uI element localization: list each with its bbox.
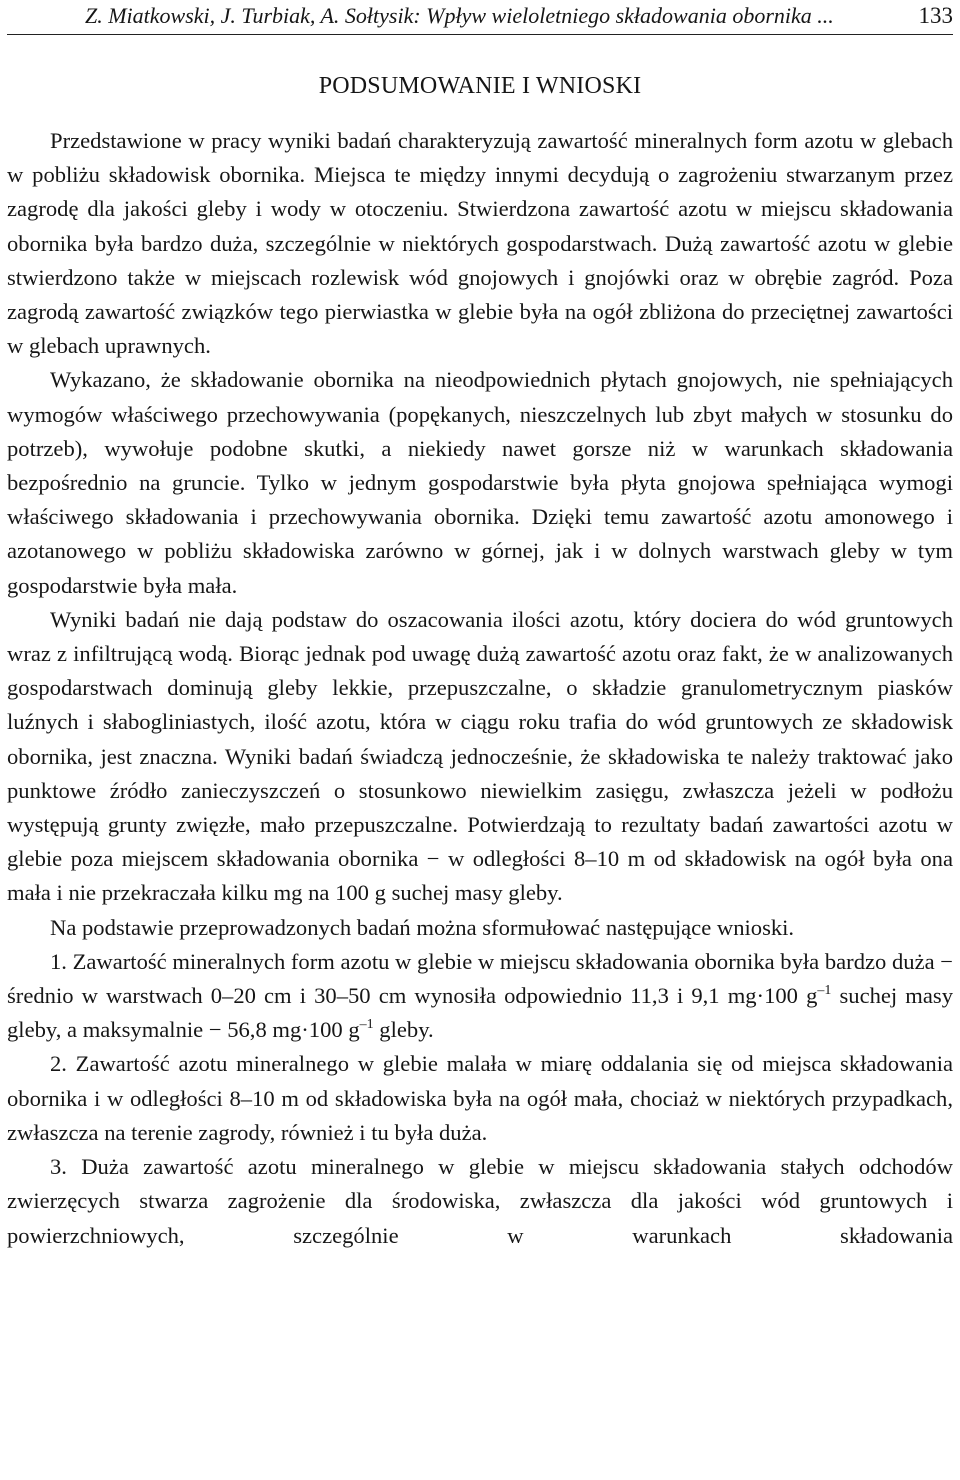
body-text bbox=[7, 124, 953, 1253]
conclusion-text: gleby. bbox=[373, 1017, 434, 1043]
conclusion-item: 3. Duża zawartość azotu mineralnego w glebie w miejscu składowania stałych odchodów zwierzęcych stwarza zagrożenie dla środowiska, zwłaszcza dla jakości wód gruntowych i powierzchniowych, szczególnie w warunkach składowania bbox=[7, 1154, 953, 1248]
page-number: 133 bbox=[918, 3, 953, 28]
paragraph: Wykazano, że składowanie obornika na nieodpowiednich płytach gnojowych, nie spełniających wymogów właściwego przechowywania (popękanych, nieszczelnych lub zbyt małych w stosunku do potrzeb), wywołuje podobne skutki, a niekiedy nawet gorsze niż w warunkach składowania bezpośrednio na gruncie. Tylko w jednym gospodarstwie była płyta gnojowa spełniająca wymogi właściwego składowania i przechowywania obornika. Dzięki temu zawartość azotu amonowego i azotanowego w pobliżu składowiska zarówno w górnej, jak i w dolnych warstwach gleby w tym gospodarstwie była mała. bbox=[7, 367, 953, 598]
running-header bbox=[7, 0, 953, 35]
running-title: Z. Miatkowski, J. Turbiak, A. Sołtysik: Wpływ wieloletniego składowania obornika ... bbox=[85, 3, 834, 28]
paragraph: Na podstawie przeprowadzonych badań można sformułować następujące wnioski. bbox=[50, 914, 795, 940]
conclusion-text: suchej masy gleby, a maksymalnie − 56,8 mg·100 g bbox=[7, 983, 953, 1043]
section-title: PODSUMOWANIE I WNIOSKI bbox=[318, 73, 642, 99]
unit-exponent: –1 bbox=[817, 983, 832, 999]
conclusion-item: 2. Zawartość azotu mineralnego w glebie malała w miarę oddalania się od miejsca składowania obornika i w odległości 8–10 m od składowiska była na ogół mała, chociaż w niektórych przypadkach, zwłaszcza na terenie zagrody, również i tu była duża. bbox=[7, 1051, 953, 1145]
paragraph: Wyniki badań nie dają podstaw do oszacowania ilości azotu, który dociera do wód gruntowych wraz z infiltrującą wodą. Biorąc jednak pod uwagę dużą zawartość azotu oraz fakt, że w analizowanych gospodarstwach dominują gleby lekkie, przepuszczalne, o składzie granulometrycznym piasków luźnych i słabogliniastych, ilość azotu, która w ciągu roku trafia do wód gruntowych ze składowisk obornika, jest znaczna. Wyniki badań świadczą jednocześnie, że składowiska te należy traktować jako punktowe źródło zanieczyszczeń o stosunkowo niewielkim zasięgu, zwłaszcza jeżeli w podłożu występują grunty zwięzłe, mało przepuszczalne. Potwierdzają to rezultaty badań zawartości azotu w glebie poza miejscem składowania obornika − w odległości 8–10 m od składowisk na ogół była ona mała i nie przekraczała kilku mg na 100 g suchej masy gleby. bbox=[7, 606, 953, 906]
paragraph: Przedstawione w pracy wyniki badań charakteryzują zawartość mineralnych form azotu w glebach w pobliżu składowisk obornika. Miejsca te między innymi decydują o zagrożeniu stwarzanym przez zagrodę dla jakości gleby i wody w otoczeniu. Stwierdzona zawartość azotu w miejscu składowania obornika była bardzo duża, szczególnie w niektórych gospodarstwach. Dużą zawartość azotu w glebie stwierdzono także w miejscach rozlewisk wód gnojowych i gnojówki oraz w obrębie zagród. Poza zagrodą zawartość związków tego pierwiastka w glebie była na ogół zbliżona do przeciętnej zawartości w glebach uprawnych. bbox=[7, 128, 953, 359]
conclusion-item bbox=[7, 945, 953, 1048]
conclusion-text: 1. Zawartość mineralnych form azotu w glebie w miejscu składowania obornika była bardzo duża − średnio w warstwach 0–20 cm i 30–50 cm wynosiła odpowiednio 11,3 i 9,1 mg·100 g bbox=[7, 948, 954, 1009]
unit-exponent: –1 bbox=[359, 1017, 374, 1033]
page bbox=[7, 0, 953, 1253]
